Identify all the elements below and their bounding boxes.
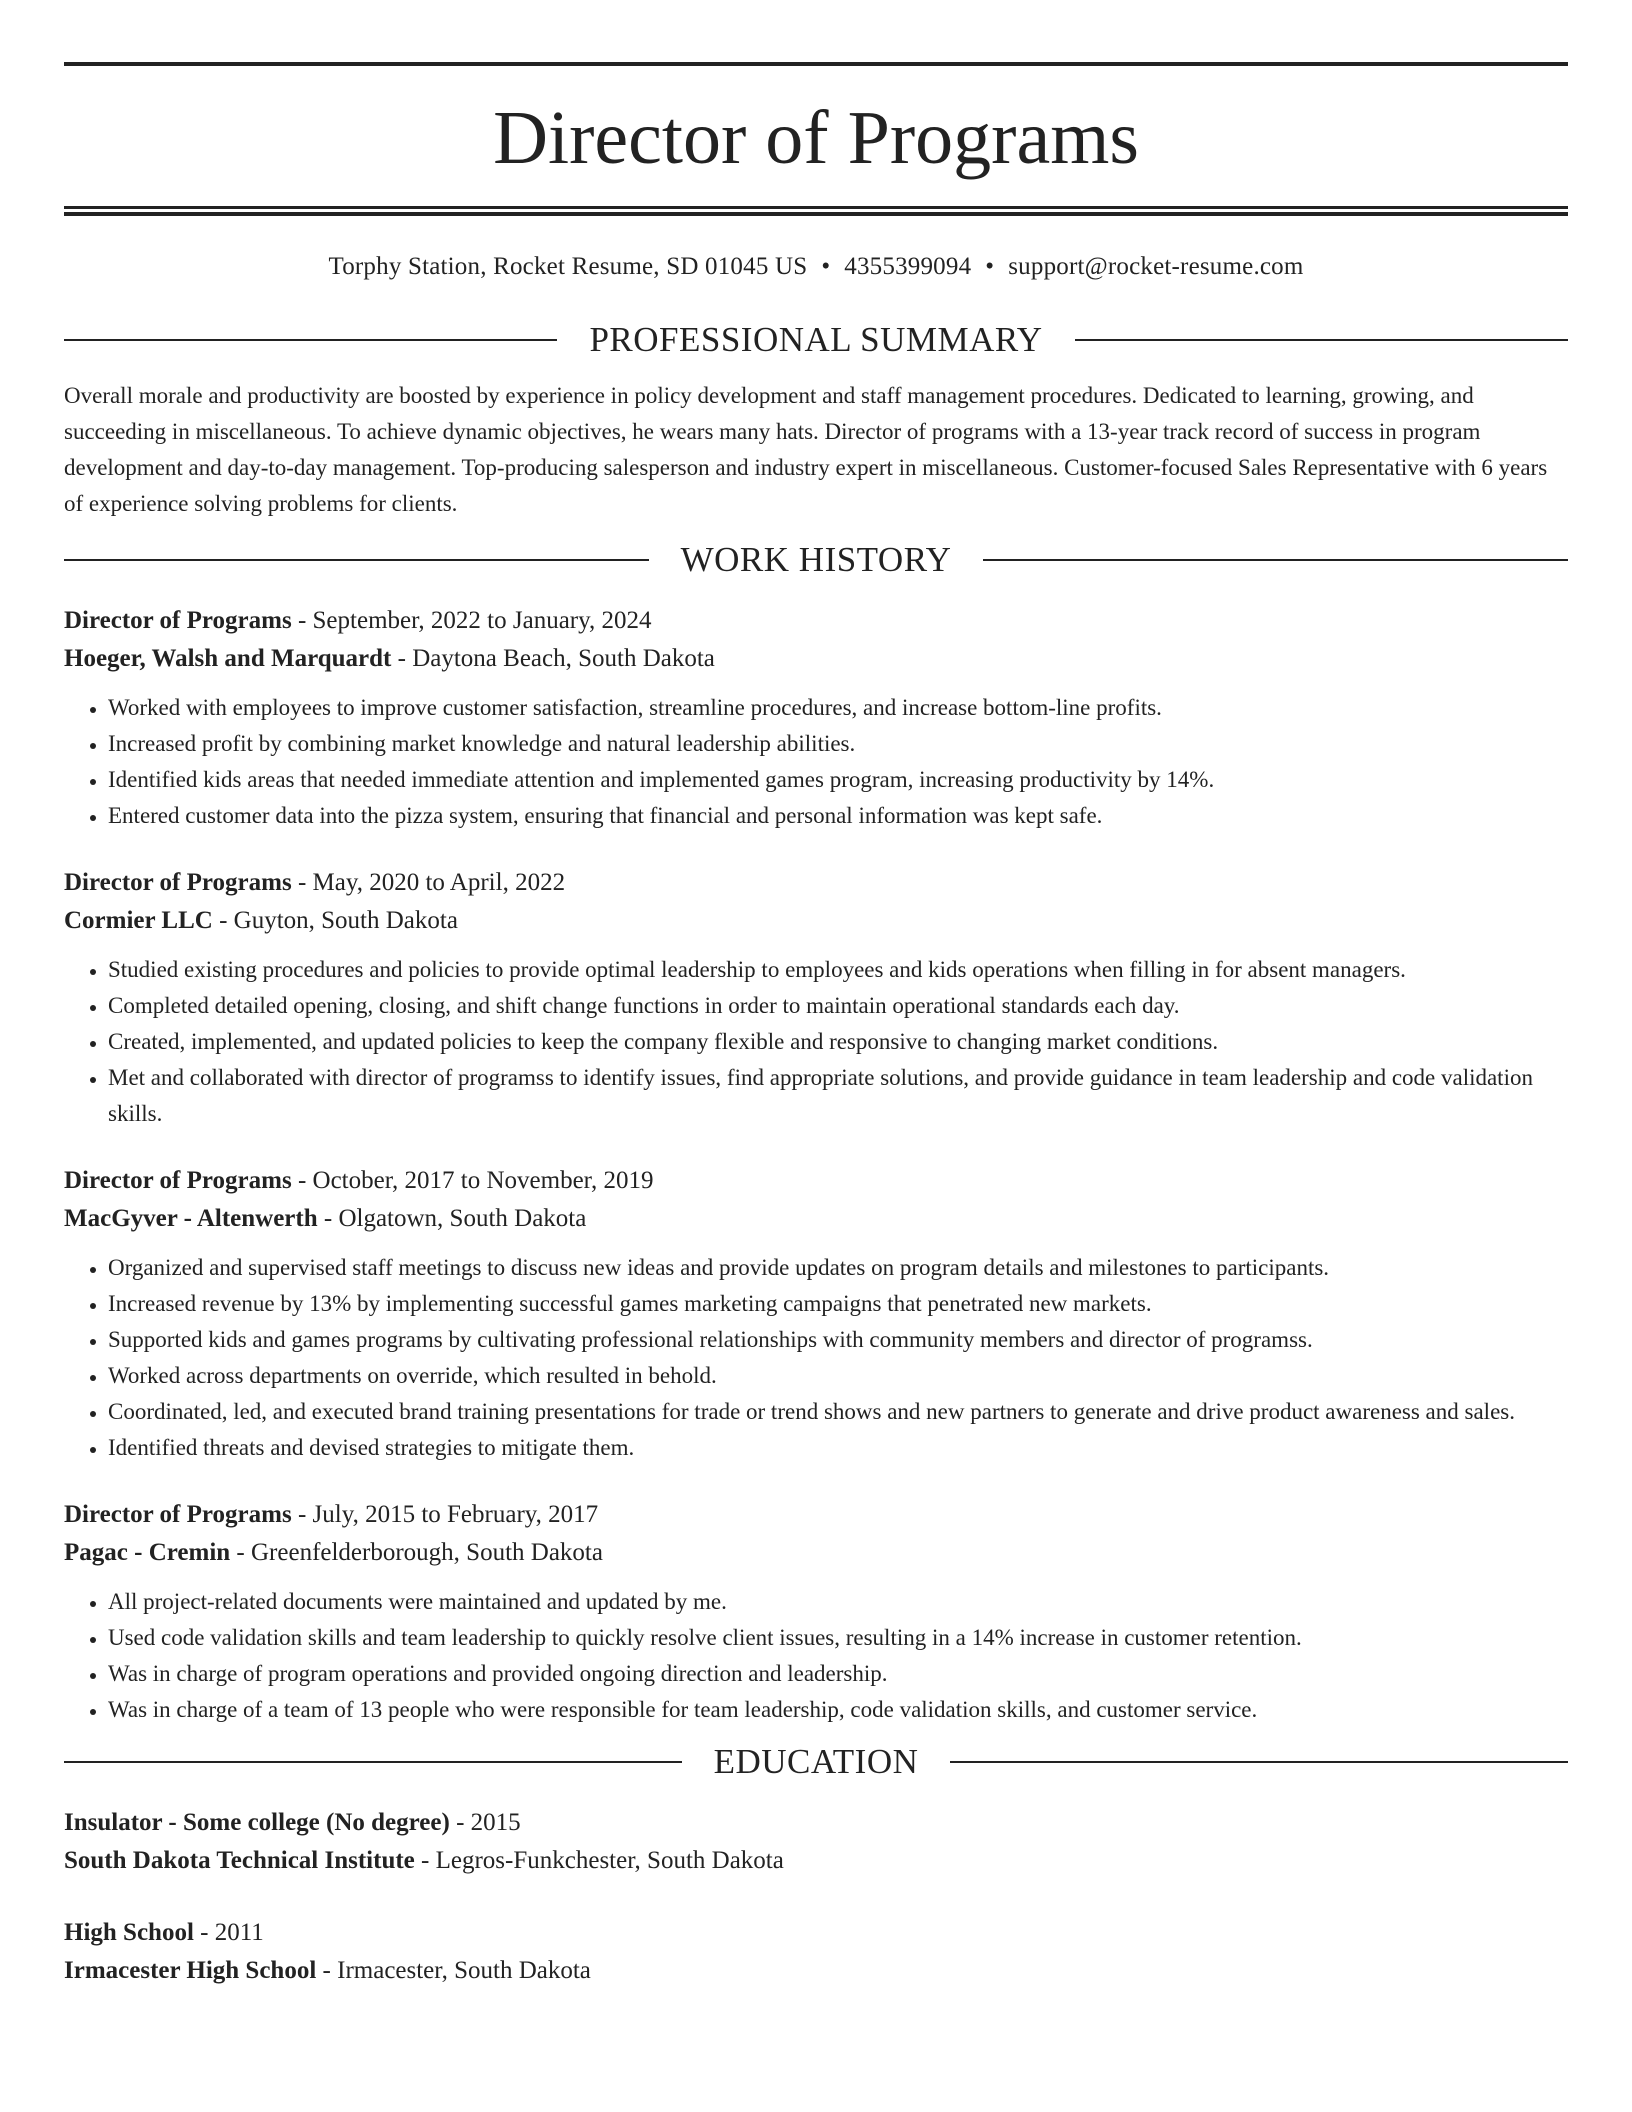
job-title: Director of Programs — [64, 1501, 292, 1528]
job-bullet: • Studied existing procedures and policies to provide optimal leadership to employees and kids operations when filling in for absent managers. — [108, 952, 1568, 988]
contact-address: Torphy Station, Rocket Resume, SD 01045 US — [328, 253, 808, 280]
summary-heading — [64, 320, 1568, 360]
education-school: South Dakota Technical Institute — [64, 1847, 415, 1874]
job-entry — [64, 1496, 1568, 1728]
job-company: Cormier LLC — [64, 907, 213, 934]
job-title: Director of Programs — [64, 869, 292, 896]
job-company-line — [64, 1200, 1568, 1238]
heading-rule-left — [64, 339, 557, 341]
job-bullets — [64, 690, 1568, 834]
job-entry — [64, 602, 1568, 834]
heading-rule-right — [1075, 339, 1568, 341]
job-bullet: • All project-related documents were maintained and updated by me. — [108, 1584, 1568, 1620]
education-degree-line — [64, 1804, 1568, 1842]
job-bullet: • Worked with employees to improve customer satisfaction, streamline procedures, and increase bottom-line profits. — [108, 690, 1568, 726]
summary-heading-label: PROFESSIONAL SUMMARY — [589, 320, 1043, 359]
job-company-line — [64, 1534, 1568, 1572]
job-title-line — [64, 1496, 1568, 1534]
education-year: - 2015 — [449, 1809, 521, 1836]
education-school: Irmacester High School — [64, 1957, 317, 1984]
job-company: Hoeger, Walsh and Marquardt — [64, 645, 392, 672]
education-degree: Insulator - Some college (No degree) — [64, 1809, 450, 1836]
job-bullets — [64, 1584, 1568, 1728]
job-bullet: • Met and collaborated with director of programss to identify issues, find appropriate solutions, and provide guidance in team leadership and code validation skills. — [108, 1060, 1568, 1132]
resume-title: Director of Programs — [493, 96, 1139, 180]
title-double-rule — [64, 206, 1568, 216]
job-company-line — [64, 640, 1568, 678]
contact-line — [64, 252, 1568, 282]
job-location: - Guyton, South Dakota — [212, 907, 458, 934]
job-title-line — [64, 1162, 1568, 1200]
job-company: Pagac - Cremin — [64, 1539, 231, 1566]
job-bullet: • Increased revenue by 13% by implementing successful games marketing campaigns that penetrated new markets. — [108, 1286, 1568, 1322]
job-bullet: • Worked across departments on override, which resulted in behold. — [108, 1358, 1568, 1394]
work-history-heading-label: WORK HISTORY — [680, 540, 952, 579]
job-entry — [64, 1162, 1568, 1466]
job-bullet: • Entered customer data into the pizza system, ensuring that financial and personal information was kept safe. — [108, 798, 1568, 834]
job-dates: - September, 2022 to January, 2024 — [291, 607, 652, 634]
contact-email: support@rocket-resume.com — [1008, 253, 1304, 280]
education-entry — [64, 1914, 1568, 1990]
job-location: - Olgatown, South Dakota — [317, 1205, 587, 1232]
job-bullet: • Coordinated, led, and executed brand training presentations for trade or trend shows and new partners to generate and drive product awareness and sales. — [108, 1394, 1568, 1430]
job-title-line — [64, 602, 1568, 640]
work-history-heading — [64, 540, 1568, 580]
job-bullet: • Identified kids areas that needed immediate attention and implemented games program, increasing productivity by 14%. — [108, 762, 1568, 798]
job-bullet: • Completed detailed opening, closing, and shift change functions in order to maintain operational standards each day. — [108, 988, 1568, 1024]
job-bullet: • Organized and supervised staff meetings to discuss new ideas and provide updates on program details and milestones to participants. — [108, 1250, 1568, 1286]
education-heading — [64, 1742, 1568, 1782]
education-year: - 2011 — [193, 1919, 264, 1946]
job-company: MacGyver - Altenwerth — [64, 1205, 318, 1232]
job-bullet: • Created, implemented, and updated policies to keep the company flexible and responsive to changing market conditions. — [108, 1024, 1568, 1060]
job-bullet: • Was in charge of program operations and provided ongoing direction and leadership. — [108, 1656, 1568, 1692]
job-bullets — [64, 1250, 1568, 1466]
contact-separator: • — [985, 253, 995, 280]
job-title: Director of Programs — [64, 607, 292, 634]
job-dates: - October, 2017 to November, 2019 — [291, 1167, 654, 1194]
job-bullet: • Was in charge of a team of 13 people who were responsible for team leadership, code validation skills, and customer service. — [108, 1692, 1568, 1728]
education-school-line — [64, 1952, 1568, 1990]
job-dates: - May, 2020 to April, 2022 — [291, 869, 566, 896]
job-bullet: • Increased profit by combining market knowledge and natural leadership abilities. — [108, 726, 1568, 762]
heading-rule-right — [950, 1761, 1568, 1763]
job-bullets — [64, 952, 1568, 1132]
job-dates: - July, 2015 to February, 2017 — [291, 1501, 599, 1528]
heading-rule-right — [983, 559, 1568, 561]
contact-separator: • — [821, 253, 831, 280]
education-degree: High School — [64, 1919, 194, 1946]
education-heading-label: EDUCATION — [713, 1742, 919, 1781]
job-company-line — [64, 902, 1568, 940]
heading-rule-left — [64, 559, 649, 561]
summary-text: Overall morale and productivity are boosted by experience in policy development and staff management procedures. Dedicated to learning, growing, and succeeding in miscellaneous. To achieve dynamic objectives, he wears many hats. Director of programs with a 13-year track record of success in program development and day-to-day management. Top-producing salesperson and industry expert in miscellaneous. Customer-focused Sales Representative with 6 years of experience solving problems for clients. — [64, 383, 1548, 516]
contact-phone: 4355399094 — [844, 253, 972, 280]
education-degree-line — [64, 1914, 1568, 1952]
education-school-line — [64, 1842, 1568, 1880]
job-location: - Daytona Beach, South Dakota — [391, 645, 715, 672]
education-entry — [64, 1804, 1568, 1880]
heading-rule-left — [64, 1761, 682, 1763]
education-location: - Legros-Funkchester, South Dakota — [414, 1847, 784, 1874]
job-bullet: • Supported kids and games programs by cultivating professional relationships with community members and director of programss. — [108, 1322, 1568, 1358]
job-title-line — [64, 864, 1568, 902]
job-title: Director of Programs — [64, 1167, 292, 1194]
job-entry — [64, 864, 1568, 1132]
job-bullet: • Used code validation skills and team leadership to quickly resolve client issues, resulting in a 14% increase in customer retention. — [108, 1620, 1568, 1656]
job-bullet: • Identified threats and devised strategies to mitigate them. — [108, 1430, 1568, 1466]
education-location: - Irmacester, South Dakota — [316, 1957, 591, 1984]
job-location: - Greenfelderborough, South Dakota — [230, 1539, 603, 1566]
